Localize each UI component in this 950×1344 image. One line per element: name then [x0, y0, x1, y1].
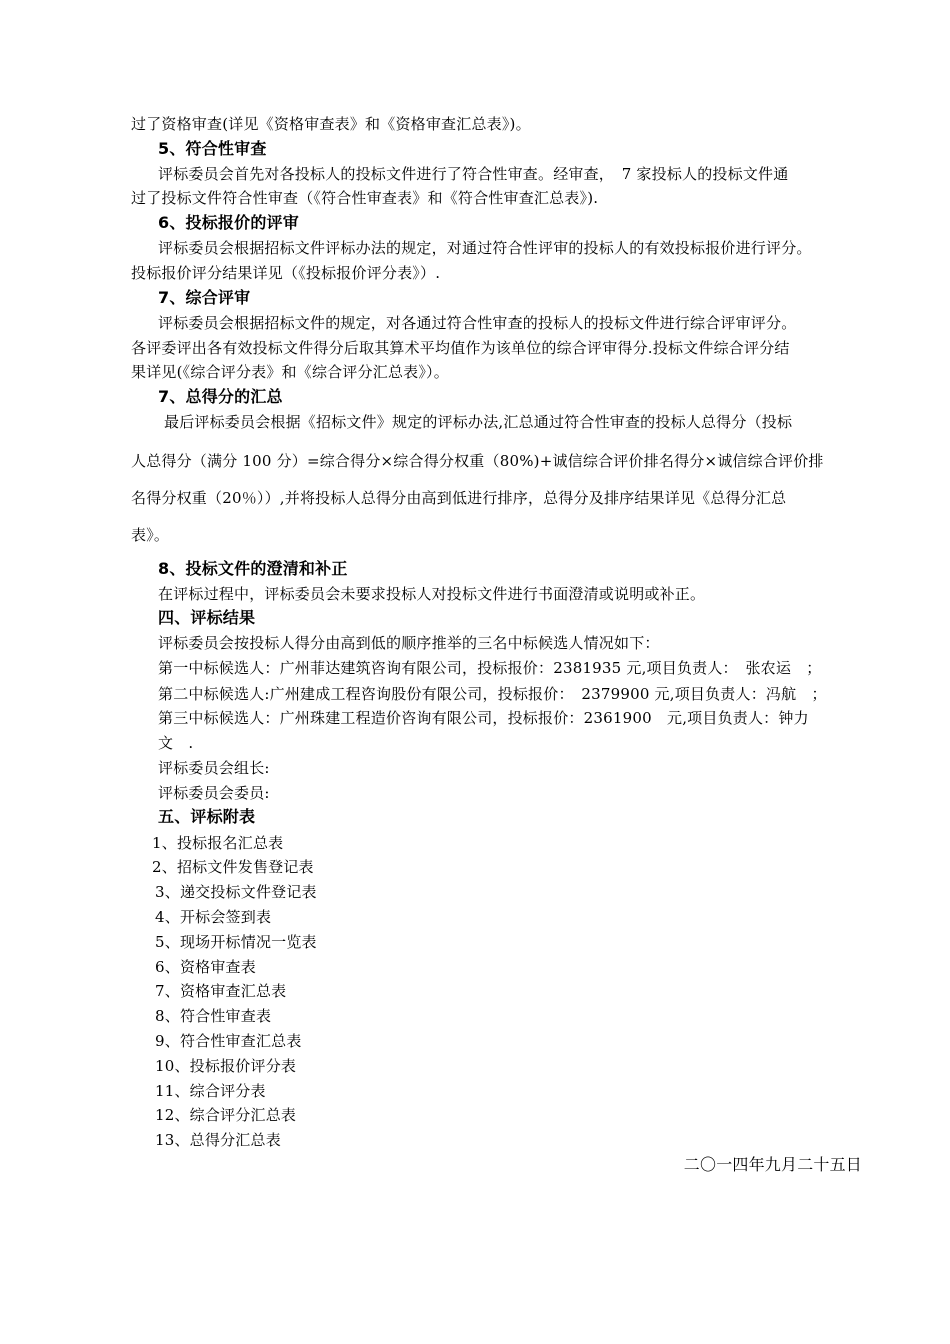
section-7b-line: 名得分权重（20％））,并将投标人总得分由高到低进行排序，总得分及排序结果详见《总得分汇总	[131, 489, 787, 507]
section-7-line: 果详见(《综合评分表》和《综合评分汇总表》）。	[131, 363, 449, 381]
section-7b-line: 表》。	[131, 526, 170, 544]
section-5-line: 评标委员会首先对各投标人的投标文件进行了符合性审查。经审查， 7 家投标人的投标文件通	[158, 165, 789, 183]
appendix-item: 12、综合评分汇总表	[155, 1106, 297, 1124]
intro-tail: 过了资格审查(详见《资格审查表》和《资格审查汇总表》)。	[131, 115, 531, 133]
section-7-line: 评标委员会根据招标文件的规定，对各通过符合性审查的投标人的投标文件进行综合评审评分。	[158, 314, 797, 332]
appendix-item: 3、递交投标文件登记表	[155, 883, 317, 901]
appendix-item: 5、现场开标情况一览表	[155, 933, 317, 951]
appendix-item: 2、招标文件发售登记表	[152, 858, 314, 876]
committee-members: 评标委员会委员:	[158, 784, 270, 802]
appendix-item: 6、资格审查表	[155, 958, 256, 976]
candidate-3-cont: 文 .	[158, 734, 194, 752]
candidate-1: 第一中标候选人：广州菲达建筑咨询有限公司，投标报价：2381935 元,项目负责人： 张农运 ；	[158, 659, 822, 677]
section-6-heading: 6、投标报价的评审	[158, 213, 299, 232]
section-8-heading: 8、投标文件的澄清和补正	[158, 559, 348, 578]
appendix-item: 13、总得分汇总表	[155, 1131, 281, 1149]
result-line: 评标委员会按投标人得分由高到低的顺序推举的三名中标候选人情况如下：	[158, 634, 660, 652]
appendix-item: 4、开标会签到表	[155, 908, 272, 926]
result-heading: 四、评标结果	[158, 608, 256, 627]
section-7b-heading: 7、总得分的汇总	[158, 387, 283, 406]
appendix-item: 8、符合性审查表	[155, 1007, 272, 1025]
document-date: 二〇一四年九月二十五日	[683, 1155, 862, 1174]
section-6-line: 投标报价评分结果详见（《投标报价评分表》）.	[131, 264, 441, 282]
appendix-item: 1、投标报名汇总表	[152, 834, 284, 852]
section-8-line: 在评标过程中，评标委员会未要求投标人对投标文件进行书面澄清或说明或补正。	[158, 585, 706, 603]
appendix-item: 11、综合评分表	[155, 1082, 266, 1100]
section-7b-line: 最后评标委员会根据《招标文件》规定的评标办法,汇总通过符合性审查的投标人总得分（投标	[164, 413, 793, 431]
appendix-item: 10、投标报价评分表	[155, 1057, 297, 1075]
section-5-heading: 5、符合性审查	[158, 139, 267, 158]
candidate-2: 第二中标候选人:广州建成工程咨询股份有限公司，投标报价： 2379900 元,项目负责人：冯航 ；	[158, 685, 827, 703]
committee-leader: 评标委员会组长:	[158, 759, 270, 777]
appendix-item: 9、符合性审查汇总表	[155, 1032, 302, 1050]
candidate-3: 第三中标候选人：广州珠建工程造价咨询有限公司，投标报价：2361900 元,项目负责人：钟力	[158, 709, 809, 727]
appendix-heading: 五、评标附表	[158, 807, 256, 826]
section-7b-line: 人总得分（满分 100 分）=综合得分×综合得分权重（80%)+诚信综合评价排名得分×诚信综合评价排	[131, 452, 824, 470]
section-7-line: 各评委评出各有效投标文件得分后取其算术平均值作为该单位的综合评审得分.投标文件综合评分结	[131, 339, 790, 357]
appendix-item: 7、资格审查汇总表	[155, 982, 287, 1000]
section-6-line: 评标委员会根据招标文件评标办法的规定，对通过符合性评审的投标人的有效投标报价进行评分。	[158, 239, 812, 257]
section-5-line: 过了投标文件符合性审查（《符合性审查表》和《符合性审查汇总表》).	[131, 189, 599, 207]
section-7-heading: 7、综合评审	[158, 288, 251, 307]
